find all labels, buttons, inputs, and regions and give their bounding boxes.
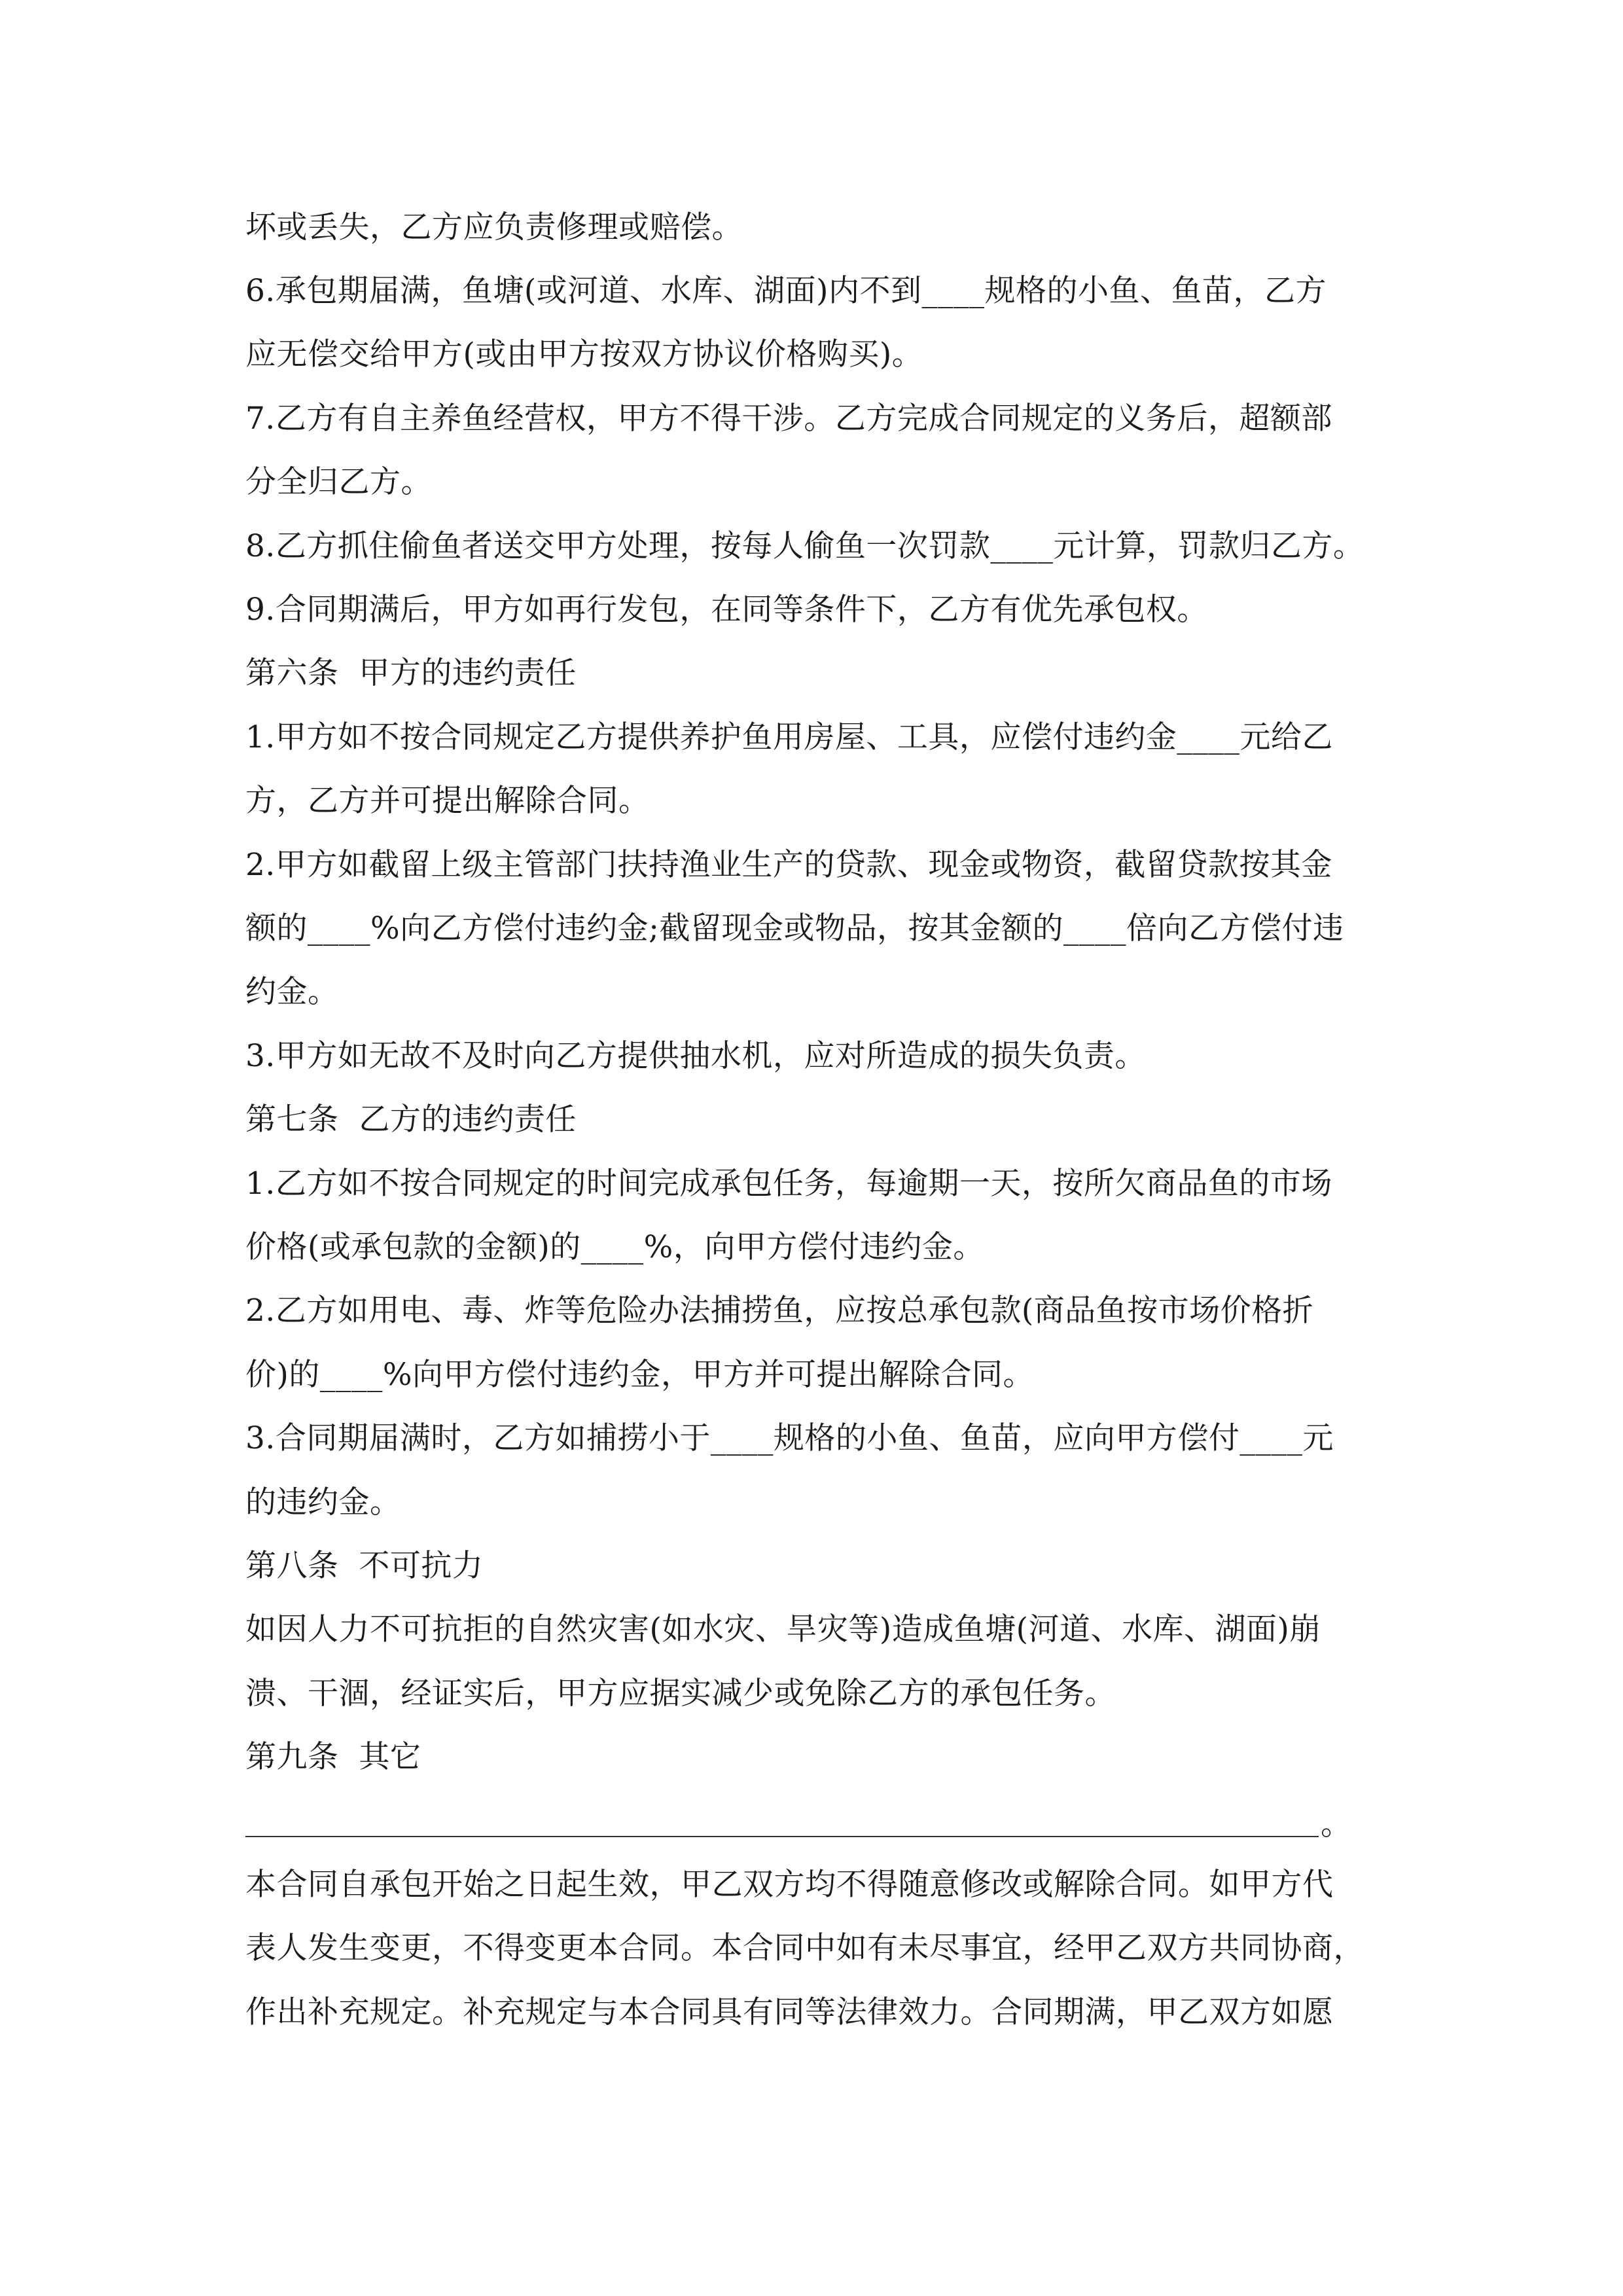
text-line: 6.承包期届满，鱼塘(或河道、水库、湖面)内不到____规格的小鱼、鱼苗，乙方 xyxy=(245,273,1327,309)
text-line: 作出补充规定。补充规定与本合同具有同等法律效力。合同期满，甲乙双方如愿 xyxy=(245,1994,1334,2030)
text-line: 3.合同期届满时，乙方如捕捞小于____规格的小鱼、鱼苗，应向甲方偿付____元 xyxy=(245,1420,1334,1456)
text-line: 坏或丢失，乙方应负责修理或赔偿。 xyxy=(245,209,743,245)
text-line: 1.乙方如不按合同规定的时间完成承包任务，每逾期一天，按所欠商品鱼的市场 xyxy=(245,1166,1332,1202)
text-line: 分全归乙方。 xyxy=(245,464,432,500)
text-line: 7.乙方有自主养鱼经营权，甲方不得干涉。乙方完成合同规定的义务后，超额部 xyxy=(245,401,1332,437)
text-line: 3.甲方如无故不及时向乙方提供抽水机，应对所造成的损失负责。 xyxy=(245,1038,1146,1074)
text-line: 应无偿交给甲方(或由甲方按双方协议价格购买)。 xyxy=(245,336,923,372)
section-heading: 第七条 乙方的违约责任 xyxy=(245,1102,577,1138)
text-line: 9.合同期满后，甲方如再行发包，在同等条件下，乙方有优先承包权。 xyxy=(245,592,1208,628)
section-heading: 第九条 其它 xyxy=(245,1739,421,1775)
text-line: 溃、干涸，经证实后，甲方应据实减少或免除乙方的承包任务。 xyxy=(245,1676,1116,1712)
text-line: 方，乙方并可提出解除合同。 xyxy=(245,783,650,819)
text-line: 价格(或承包款的金额)的____%，向甲方偿付违约金。 xyxy=(245,1229,984,1265)
section-heading: 第六条 甲方的违约责任 xyxy=(245,655,577,691)
text-line: 2.乙方如用电、毒、炸等危险办法捕捞鱼，应按总承包款(商品鱼按市场价格折 xyxy=(245,1293,1314,1329)
blank-line-period: 。 xyxy=(1321,1806,1351,1842)
text-line: 1.甲方如不按合同规定乙方提供养护鱼用房屋、工具，应偿付违约金____元给乙 xyxy=(245,719,1333,755)
text-line: 额的____%向乙方偿付违约金;截留现金或物品，按其金额的____倍向乙方偿付违 xyxy=(245,910,1344,946)
text-line: 约金。 xyxy=(245,974,339,1010)
blank-fill-line xyxy=(245,1836,1319,1837)
text-line: 的违约金。 xyxy=(245,1484,401,1520)
text-line: 如因人力不可抗拒的自然灾害(如水灾、旱灾等)造成鱼塘(河道、水库、湖面)崩 xyxy=(245,1611,1321,1647)
text-line: 本合同自承包开始之日起生效，甲乙双方均不得随意修改或解除合同。如甲方代 xyxy=(245,1867,1334,1903)
section-heading: 第八条 不可抗力 xyxy=(245,1548,484,1584)
text-line: 2.甲方如截留上级主管部门扶持渔业生产的贷款、现金或物资，截留贷款按其金 xyxy=(245,847,1332,883)
text-line: 表人发生变更，不得变更本合同。本合同中如有未尽事宜，经甲乙双方共同协商， xyxy=(245,1930,1364,1966)
text-line: 价)的____%向甲方偿付违约金，甲方并可提出解除合同。 xyxy=(245,1357,1034,1393)
text-line: 8.乙方抓住偷鱼者送交甲方处理，按每人偷鱼一次罚款____元计算，罚款归乙方。 xyxy=(245,528,1364,564)
